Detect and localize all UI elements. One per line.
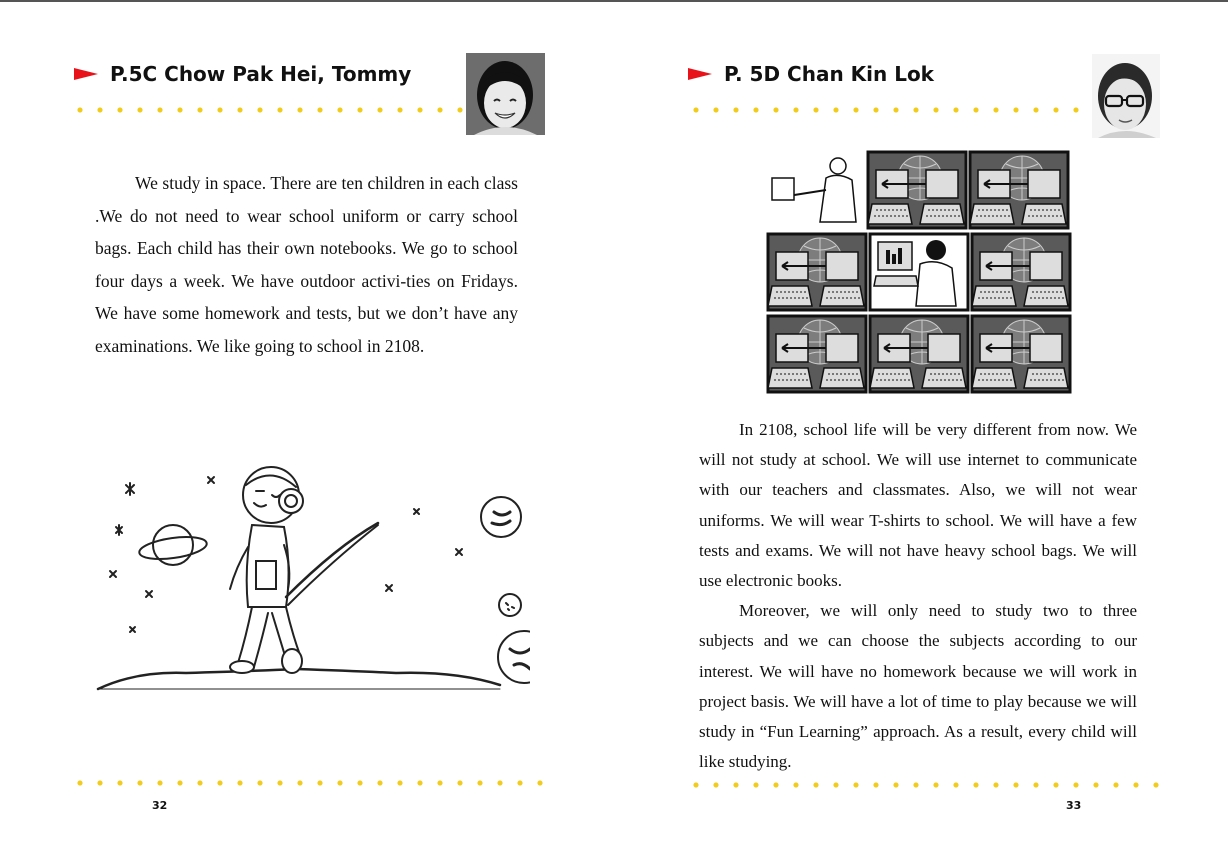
right-student-photo (1092, 54, 1160, 138)
red-flag-icon (688, 66, 712, 82)
right-paragraph-2: Moreover, we will only need to study two to three subjects and we can choose the subjects according to our interest. We will have no homework because we will work in project basis. We will have a lot of time to play because we will study in “Fun Learning” approach. As a result, every child will like studying. (699, 601, 1137, 772)
right-heading (688, 62, 934, 86)
left-page-number: 32 (152, 799, 168, 812)
astronaut-illustration (96, 457, 530, 692)
right-paragraph-1: In 2108, school life will be very different from now. We will not study at school. We will use internet to communicate with our teachers and classmates. Also, we will not wear uniforms. We will wear T-shirts to school. We will have a few tests and exams. We will not have heavy school bags. We will use electronic books. (699, 420, 1137, 591)
left-heading (74, 62, 411, 86)
left-paragraph: We study in space. There are ten children in each class .We do not need to wear school uniform or carry school bags. Each child has their own notebooks. We go to school four days a week. We have outdoor activi-ties on Fridays. We have some homework and tests, but we don’t have any examinations. We like going to school in 2108. (95, 173, 518, 356)
left-page (0, 2, 614, 868)
left-body-text (95, 167, 518, 362)
left-top-dotted-rule (70, 107, 465, 113)
left-heading-text: P.5C Chow Pak Hei, Tommy (110, 62, 412, 86)
red-flag-icon (74, 66, 98, 82)
right-heading-text: P. 5D Chan Kin Lok (724, 62, 934, 86)
right-body-text (699, 415, 1137, 777)
right-page-number: 33 (1066, 799, 1082, 812)
left-student-photo (466, 53, 545, 135)
right-page (614, 2, 1228, 868)
right-top-dotted-rule (686, 107, 1081, 113)
left-bottom-dotted-rule (70, 780, 548, 786)
right-bottom-dotted-rule (686, 782, 1164, 788)
online-classroom-illustration (766, 150, 1072, 394)
teacher-cell (768, 152, 866, 228)
student-computer-cell (870, 234, 968, 310)
